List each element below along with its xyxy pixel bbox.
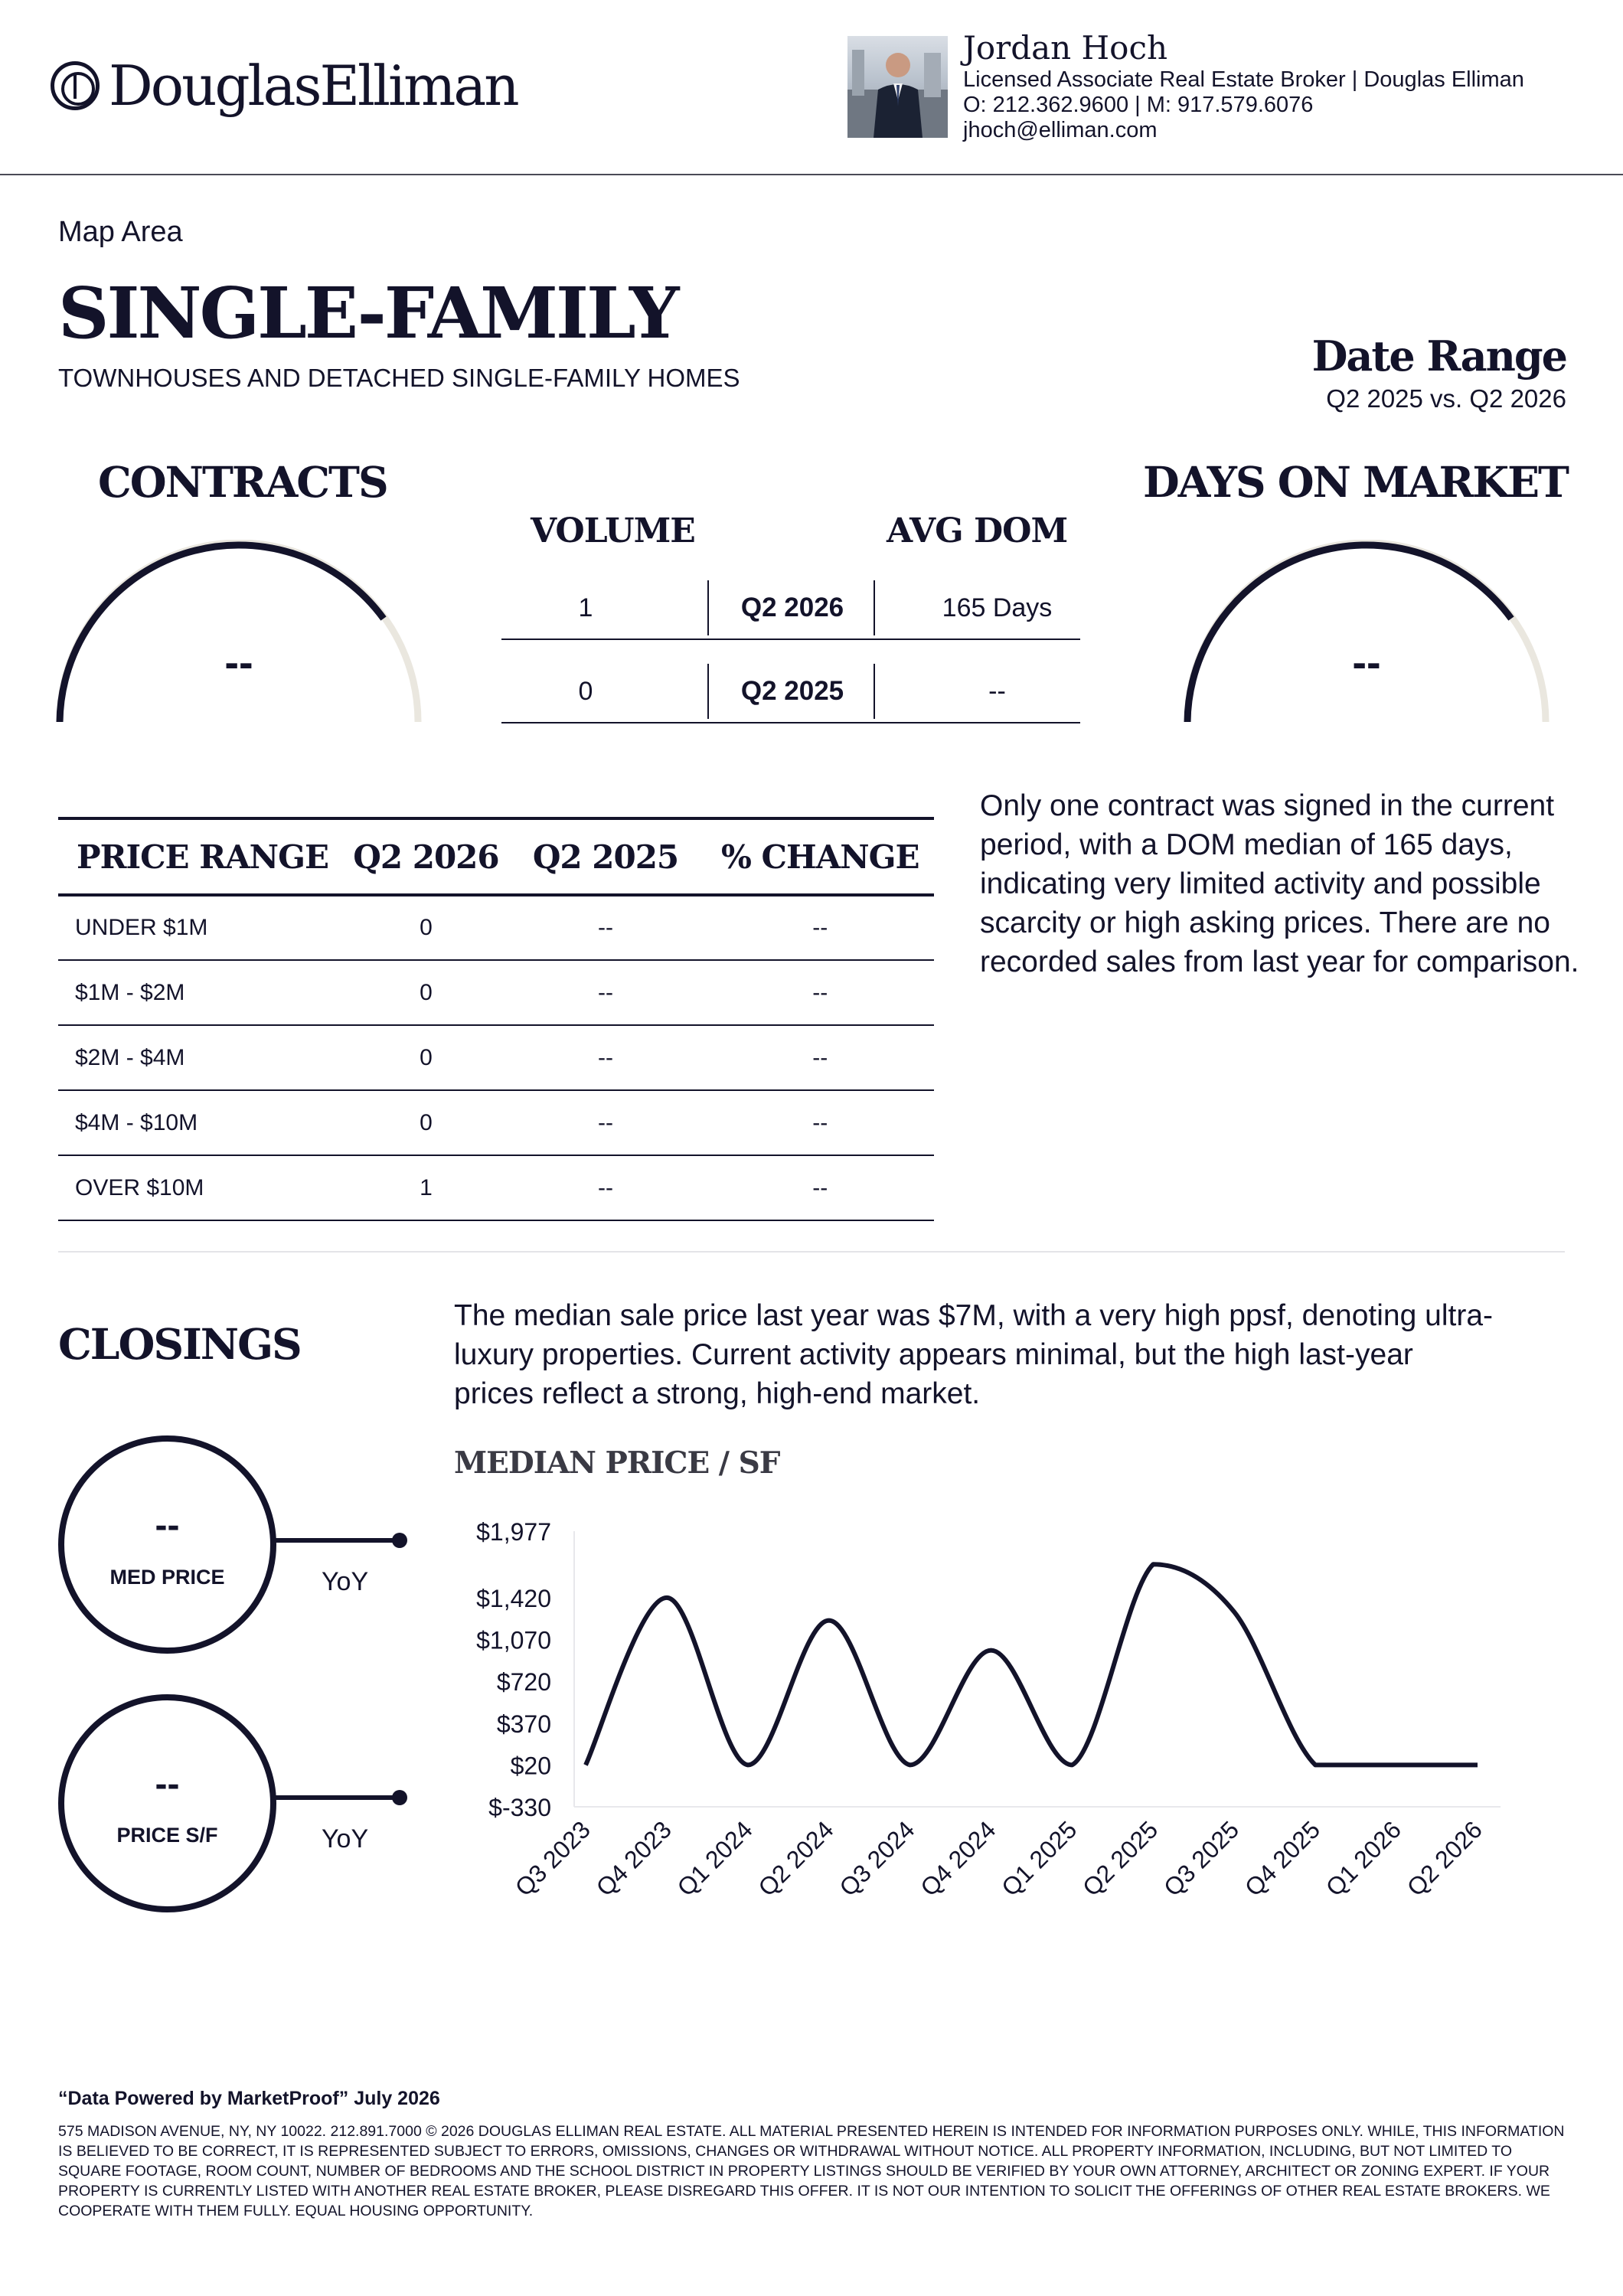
median-price-connector bbox=[273, 1538, 396, 1543]
x-tick-label: Q3 2024 bbox=[834, 1815, 920, 1902]
table-row bbox=[58, 1025, 934, 1090]
q2-2026-cell: 0 bbox=[348, 1025, 505, 1090]
x-tick-label: Q3 2023 bbox=[509, 1815, 596, 1902]
pct-change-cell: -- bbox=[707, 1155, 934, 1220]
header-divider bbox=[0, 174, 1623, 175]
row-divider bbox=[707, 664, 709, 719]
date-range-label: Date Range bbox=[1311, 331, 1566, 380]
volume-heading: VOLUME bbox=[531, 511, 695, 550]
x-tick-label: Q4 2025 bbox=[1239, 1815, 1326, 1902]
x-tick-label: Q4 2024 bbox=[915, 1815, 1001, 1902]
y-tick-label: $20 bbox=[510, 1752, 551, 1780]
agent-title: Licensed Associate Real Estate Broker | Douglas Elliman bbox=[963, 67, 1524, 92]
price-range-cell: OVER $10M bbox=[58, 1155, 348, 1220]
chart-series bbox=[586, 1564, 1478, 1765]
dom-gauge-value: -- bbox=[1352, 638, 1381, 686]
table-rule bbox=[501, 722, 1080, 723]
column-header: Q2 2025 bbox=[505, 818, 706, 895]
column-header: PRICE RANGE bbox=[58, 818, 348, 895]
row-divider bbox=[707, 580, 709, 635]
chart-title: MEDIAN PRICE / SF bbox=[454, 1445, 780, 1481]
median-price-connector-dot bbox=[392, 1533, 407, 1548]
chart-x-axis bbox=[510, 1815, 1487, 1901]
closings-commentary: The median sale price last year was $7M, with a very high ppsf, denoting ultra-luxury properties. Current activity appears minimal, but the high last-year prices reflect a strong, high-end market. bbox=[454, 1299, 1494, 1410]
x-tick-label: Q2 2024 bbox=[753, 1815, 839, 1902]
agent-name: Jordan Hoch bbox=[963, 29, 1168, 67]
x-tick-label: Q3 2025 bbox=[1158, 1815, 1245, 1902]
column-header: Q2 2026 bbox=[348, 818, 505, 895]
chart-y-axis bbox=[476, 1518, 1501, 1821]
brand-name: DouglasElliman bbox=[109, 54, 518, 118]
pct-change-cell: -- bbox=[707, 1025, 934, 1090]
section-divider bbox=[58, 1251, 1565, 1253]
q2-2025-cell: -- bbox=[505, 1025, 706, 1090]
y-tick-label: $1,420 bbox=[476, 1584, 551, 1612]
avg-dom-heading: AVG DOM bbox=[887, 511, 1068, 550]
price-per-sf-value: -- bbox=[155, 1764, 180, 1804]
volume-q2-2025: 0 bbox=[578, 677, 593, 706]
agent-phone[interactable]: O: 212.362.9600 | M: 917.579.6076 bbox=[963, 93, 1314, 117]
q2-2025-cell: -- bbox=[505, 1155, 706, 1220]
closings-heading: CLOSINGS bbox=[58, 1319, 301, 1369]
pct-change-cell: -- bbox=[707, 895, 934, 960]
contracts-gauge-track bbox=[60, 543, 418, 722]
series-line bbox=[586, 1564, 1478, 1765]
q2-2026-cell: 0 bbox=[348, 960, 505, 1025]
volume-q2-2026: 1 bbox=[578, 593, 593, 622]
median-price-value: -- bbox=[155, 1505, 180, 1546]
median-price-label: MED PRICE bbox=[109, 1566, 225, 1589]
dom-gauge-fill bbox=[1187, 545, 1511, 722]
date-range-value: Q2 2025 vs. Q2 2026 bbox=[1326, 384, 1566, 413]
median-price-sf-chart bbox=[459, 1501, 1516, 1914]
x-tick-label: Q1 2024 bbox=[671, 1815, 758, 1902]
avg-dom-q2-2025: -- bbox=[988, 677, 1006, 706]
agent-photo bbox=[847, 36, 948, 138]
table-row bbox=[58, 895, 934, 960]
y-tick-label: $-330 bbox=[488, 1794, 551, 1821]
agent-portrait-icon bbox=[847, 36, 948, 138]
column-header: % CHANGE bbox=[707, 818, 934, 895]
row-divider bbox=[874, 664, 875, 719]
table-row bbox=[58, 1090, 934, 1155]
q2-2025-cell: -- bbox=[505, 1090, 706, 1155]
q2-2025-cell: -- bbox=[505, 960, 706, 1025]
price-per-sf-label: PRICE S/F bbox=[116, 1824, 218, 1847]
price-range-cell: $1M - $2M bbox=[58, 960, 348, 1025]
y-tick-label: $1,070 bbox=[476, 1626, 551, 1654]
agent-email[interactable]: jhoch@elliman.com bbox=[963, 118, 1158, 142]
days-on-market-heading: DAYS ON MARKET bbox=[1142, 457, 1568, 507]
period-q2-2026: Q2 2026 bbox=[740, 593, 844, 622]
period-q2-2025: Q2 2025 bbox=[740, 676, 844, 706]
x-tick-label: Q1 2025 bbox=[996, 1815, 1083, 1902]
contracts-gauge-fill bbox=[60, 545, 384, 722]
price-range-table bbox=[58, 817, 934, 1221]
brand-logo bbox=[51, 55, 518, 116]
dom-gauge bbox=[1183, 540, 1550, 723]
table-rule bbox=[501, 639, 1080, 640]
contracts-heading: CONTRACTS bbox=[98, 457, 387, 507]
q2-2025-cell: -- bbox=[505, 895, 706, 960]
dom-gauge-track bbox=[1187, 543, 1546, 722]
y-tick-label: $1,977 bbox=[476, 1518, 551, 1546]
x-tick-label: Q2 2026 bbox=[1401, 1815, 1487, 1902]
avg-dom-q2-2026: 165 Days bbox=[942, 593, 1053, 622]
page-subtitle: TOWNHOUSES AND DETACHED SINGLE-FAMILY HOMES bbox=[58, 364, 740, 392]
x-tick-label: Q1 2026 bbox=[1320, 1815, 1407, 1902]
row-divider bbox=[874, 580, 875, 635]
page-title: SINGLE-FAMILY bbox=[58, 272, 678, 354]
brand-logo-mark-icon bbox=[51, 61, 100, 110]
price-range-cell: UNDER $1M bbox=[58, 895, 348, 960]
x-tick-label: Q2 2025 bbox=[1077, 1815, 1164, 1902]
y-tick-label: $370 bbox=[496, 1710, 551, 1738]
q2-2026-cell: 0 bbox=[348, 1090, 505, 1155]
q2-2026-cell: 1 bbox=[348, 1155, 505, 1220]
map-area-label: Map Area bbox=[58, 216, 183, 248]
table-row bbox=[58, 1155, 934, 1220]
q2-2026-cell: 0 bbox=[348, 895, 505, 960]
median-price-yoy-label: YoY bbox=[322, 1567, 369, 1596]
pct-change-cell: -- bbox=[707, 960, 934, 1025]
x-tick-label: Q4 2023 bbox=[590, 1815, 677, 1902]
legal-disclaimer: 575 MADISON AVENUE, NY, NY 10022. 212.891.7000 © 2026 DOUGLAS ELLIMAN REAL ESTATE. ALL MATERIAL PRESENTED HEREIN IS INTENDED FOR INFORMATION PURPOSES ONLY. WHILE, THIS INFORMATION IS BELIEVED TO BE CORRECT, IT IS REPRESENTED SUBJECT TO ERRORS, OMISSIONS, CHANGES OR WITHDRAWAL WITHOUT NOTICE. ALL PROPERTY INFORMATION, INCLUDING, BUT NOT LIMITED TO SQUARE FOOTAGE, ROOM COUNT, NUMBER OF BEDROOMS AND THE SCHOOL DISTRICT IN PROPERTY LISTINGS SHOULD BE VERIFIED BY YOUR OWN ATTORNEY, ARCHITECT OR ZONING EXPERT. IF YOUR PROPERTY IS CURRENTLY LISTED WITH ANOTHER REAL ESTATE BROKER, PLEASE DISREGARD THIS OFFER. IT IS NOT OUR INTENTION TO SOLICIT THE OFFERINGS OF OTHER REAL ESTATE BROKERS. WE COOPERATE WITH THEM FULLY. EQUAL HOUSING OPPORTUNITY. bbox=[58, 2123, 1565, 2219]
price-range-cell: $4M - $10M bbox=[58, 1090, 348, 1155]
y-tick-label: $720 bbox=[496, 1668, 551, 1697]
price-per-sf-connector bbox=[273, 1795, 396, 1800]
pct-change-cell: -- bbox=[707, 1090, 934, 1155]
table-header-row bbox=[58, 818, 934, 895]
table-row bbox=[58, 960, 934, 1025]
contracts-gauge bbox=[55, 540, 423, 723]
price-range-cell: $2M - $4M bbox=[58, 1025, 348, 1090]
data-credit: “Data Powered by MarketProof” July 2026 bbox=[58, 2088, 440, 2109]
contracts-commentary: Only one contract was signed in the current period, with a DOM median of 165 days, indicating very limited activity and possible scarcity or high asking prices. There are no recorded sales from last year for comparison. bbox=[980, 789, 1579, 978]
price-per-sf-yoy-label: YoY bbox=[322, 1824, 369, 1853]
price-per-sf-connector-dot bbox=[392, 1790, 407, 1805]
contracts-gauge-value: -- bbox=[224, 638, 253, 686]
